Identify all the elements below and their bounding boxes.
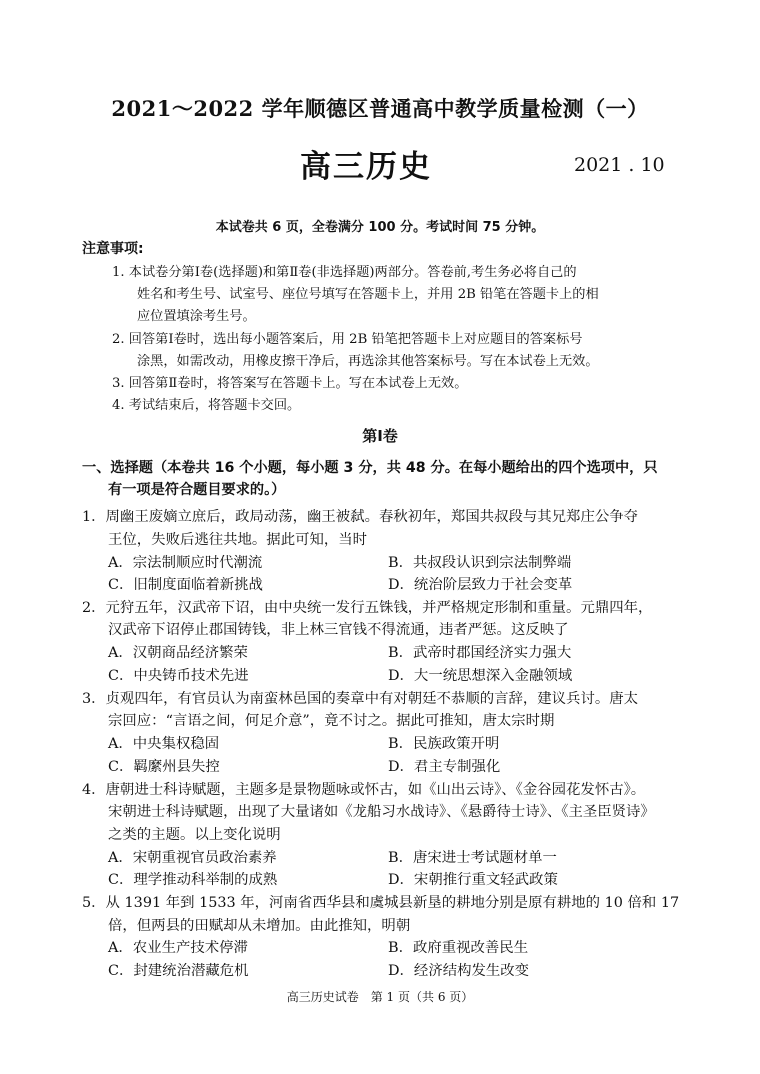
notice-heading: 注意事项: [82, 241, 144, 257]
question-2-text: 汉武帝下诏停止郡国铸钱，非上林三官钱不得流通，违者严惩。这反映了 [108, 622, 569, 638]
notice-line: 4. 考试结束后，将答题卡交回。 [112, 398, 301, 413]
question-3-option-a: A．中央集权稳固 [108, 736, 220, 752]
question-3-option-c: C．羁縻州县失控 [108, 759, 220, 775]
notice-line: 姓名和考生号、试室号、座位号填写在答题卡上，并用 2B 铅笔在答题卡上的相 [137, 287, 599, 302]
notice-line: 1. 本试卷分第Ⅰ卷(选择题)和第Ⅱ卷(非选择题)两部分。答卷前,考生务必将自己的 [112, 265, 577, 280]
question-5-option-d: D．经济结构发生改变 [388, 963, 530, 979]
question-2-option-c: C．中央铸币技术先进 [108, 668, 249, 684]
question-3-option-d: D．君主专制强化 [388, 759, 501, 775]
notice-line: 应位置填涂考生号。 [137, 309, 256, 324]
question-4-text: 宋朝进士科诗赋题，出现了大量诸如《龙船习水战诗》、《悬爵待士诗》、《主圣臣贤诗》 [108, 804, 655, 820]
part-instruction: 有一项是符合题目要求的。） [108, 482, 286, 498]
notice-line: 涂黑，如需改动，用橡皮擦干净后，再选涂其他答案标号。写在本试卷上无效。 [137, 354, 599, 369]
question-4-option-a: A．宋朝重视官员政治素养 [108, 850, 277, 866]
question-2-option-b: B．武帝时郡国经济实力强大 [388, 645, 572, 661]
question-1-text: 王位，失败后逃往共地。据此可知，当时 [108, 532, 368, 548]
subject-title: 高三历史 [300, 149, 432, 185]
question-1-option-a: A．宗法制顺应时代潮流 [108, 555, 263, 571]
question-2-option-a: A．汉朝商品经济繁荣 [108, 645, 248, 661]
question-4-option-b: B．唐宋进士考试题材单一 [388, 850, 557, 866]
question-5-text: 5．从 1391 年到 1533 年，河南省西华县和虞城县新垦的耕地分别是原有耕地的 10 倍和 17 [82, 895, 680, 911]
question-3-text: 3．贞观四年，有官员认为南蛮林邑国的奏章中有对朝廷不恭顺的言辞，建议兵讨。唐太 [82, 691, 639, 707]
page-footer: 高三历史试卷 第 1 页（共 6 页） [286, 990, 474, 1004]
question-1-text: 1．周幽王废嫡立庶后，政局动荡，幽王被弑。春秋初年，郑国共叔段与其兄郑庄公争夺 [82, 509, 639, 525]
part-instruction: 一、选择题（本卷共 16 个小题，每小题 3 分，共 48 分。在每小题给出的四个选项中，只 [82, 460, 658, 476]
question-3-option-b: B．民族政策开明 [388, 736, 500, 752]
notice-line: 2. 回答第Ⅰ卷时，选出每小题答案后，用 2B 铅笔把答题卡上对应题目的答案标号 [112, 332, 583, 347]
question-4-option-c: C．理学推动科举制的成熟 [108, 872, 278, 888]
question-5-text: 倍，但两县的田赋却从未增加。由此推知，明朝 [108, 918, 411, 934]
question-3-text: 宗回应：“言语之间，何足介意”，竟不讨之。据此可推知，唐太宗时期 [108, 713, 555, 729]
question-1-option-d: D．统治阶层致力于社会变革 [388, 577, 573, 593]
question-2-option-d: D．大一统思想深入金融领域 [388, 668, 573, 684]
question-1-option-c: C．旧制度面临着新挑战 [108, 577, 263, 593]
question-2-text: 2．元狩五年，汉武帝下诏，由中央统一发行五铢钱，并严格规定形制和重量。元鼎四年， [82, 600, 653, 616]
question-4-option-d: D．宋朝推行重文轻武政策 [388, 872, 558, 888]
exam-title: 2021～2022 学年顺德区普通高中教学质量检测（一） [111, 96, 649, 121]
question-5-option-b: B．政府重视改善民生 [388, 940, 529, 956]
section-title: 第Ⅰ卷 [362, 427, 398, 445]
question-4-text: 之类的主题。以上变化说明 [108, 827, 281, 843]
question-4-text: 4．唐朝进士科诗赋题，主题多是景物题咏或怀古，如《山出云诗》、《金谷园花发怀古》。 [82, 782, 646, 798]
question-5-option-a: A．农业生产技术停滞 [108, 940, 248, 956]
exam-date: 2021 . 10 [574, 154, 665, 176]
notice-line: 3. 回答第Ⅱ卷时，将答案写在答题卡上。写在本试卷上无效。 [112, 376, 468, 391]
question-1-option-b: B．共叔段认识到宗法制弊端 [388, 555, 572, 571]
question-5-option-c: C．封建统治潜藏危机 [108, 963, 249, 979]
exam-info: 本试卷共 6 页，全卷满分 100 分。考试时间 75 分钟。 [215, 220, 545, 235]
